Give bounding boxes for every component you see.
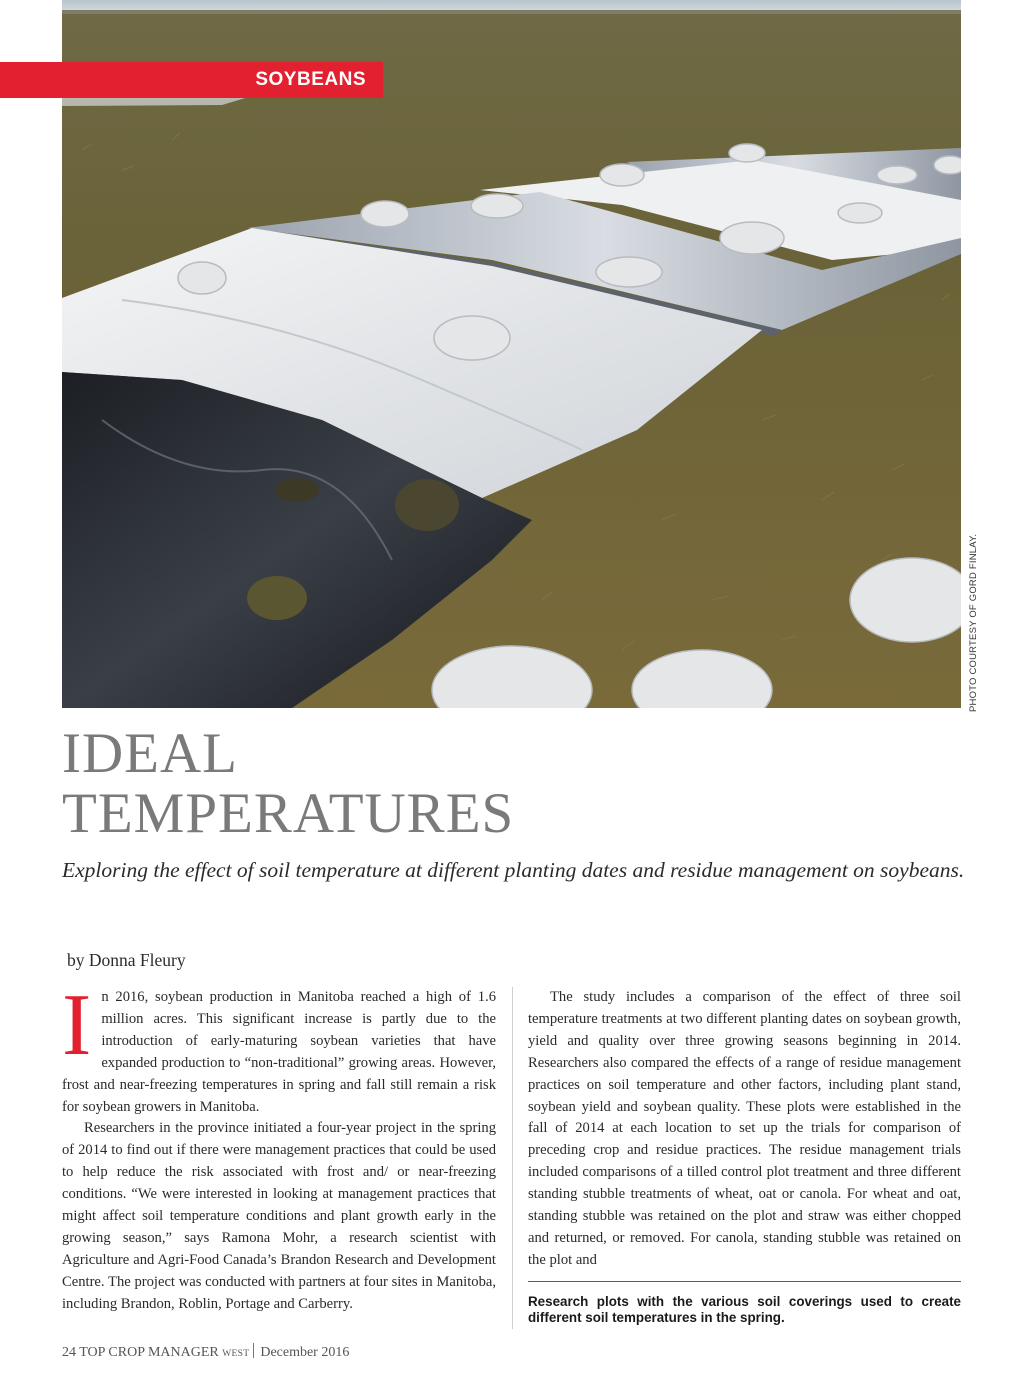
page-number: 24 [62,1345,76,1360]
byline: by Donna Fleury [67,950,186,970]
article-title [62,724,514,844]
article-photo [62,0,961,708]
photo-credit-text: PHOTO COURTESY OF GORD FINLAY. [968,533,979,712]
column-divider [512,987,513,1329]
field-plots-photo [62,0,961,708]
drop-cap: I [62,977,92,1074]
title-line-1: IDEAL [62,722,238,785]
photo-caption: Research plots with the various soil coverings used to create different soil temperatures in the spring. [528,1294,961,1325]
publication-name: TOP CROP MANAGER [79,1345,219,1360]
publication-edition: WEST [222,1349,250,1359]
paragraph-2: Researchers in the province initiated a four-year project in the spring of 2014 to find out if there were management practices that could be used to help reduce the risk associated with frost and/ or near-freezing conditions. “We were interested in looking at management practices that might affect soil temperature conditions and plant growth early in the growing season,” says Ramona Mohr, a research scientist with Agriculture and Agri-Food Canada’s Brandon Research and Development Centre. The project was conducted with partners at four sites in Manitoba, including Brandon, Roblin, Portage and Carberry. [62,1120,496,1312]
caption-rule [528,1281,961,1282]
footer-divider [253,1343,254,1358]
paragraph-3: The study includes a comparison of the effect of three soil temperature treatments at two different planting dates on soybean growth, yield and quality over three growing seasons beginning in 2014. Researchers also compared the effects of a range of residue management practices on soil temperature and other factors, including plant stand, soybean yield and soybean quality. These plots were established in the fall of 2014 at each location to set up the trials for comparison of preceding crop and residue practices. The residue management trials included comparisons of a tilled control plot treatment and three different standing stubble treatments of wheat, oat or canola. For wheat and oat, standing stubble was retained on the plot and straw was either chopped and returned, or removed. For canola, standing stubble was retained on the plot and [528,989,961,1268]
title-line-2: TEMPERATURES [62,782,515,845]
column-right [528,987,961,1272]
paragraph-1 [62,977,496,1118]
paragraph-1-text: n 2016, soybean production in Manitoba reached a high of 1.6 million acres. This significant increase is partly due to the introduction of early-maturing soybean varieties that have expanded production to “non-traditional” growing areas. However, frost and near-freezing temperatures in spring and fall still remain a risk for soybean growers in Manitoba. [62,989,496,1115]
page-footer [62,1343,349,1361]
issue-date: December 2016 [260,1345,350,1360]
column-left [62,977,496,1316]
article-deck: Exploring the effect of soil temperature at different planting dates and residue management on soybeans. [62,858,965,882]
section-tag: SOYBEANS [0,62,383,98]
